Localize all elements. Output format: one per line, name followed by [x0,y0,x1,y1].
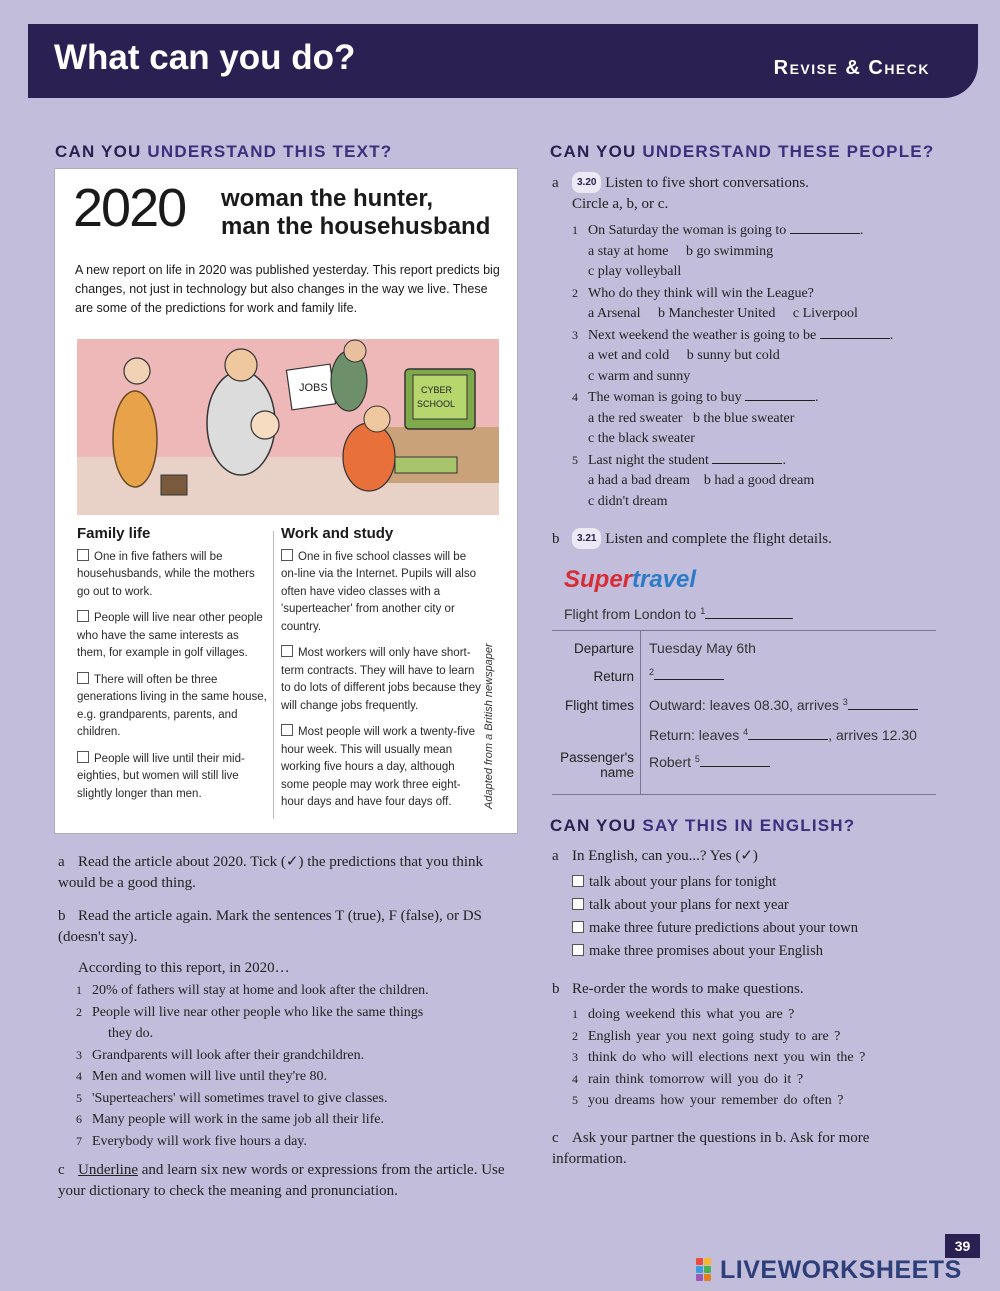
task-c-left: c Underline and learn six new words or expressions from the article. Use your dictionary to check the meaning and pronunciation. [58,1162,505,1199]
return-times-value: Return: leaves $^4$ , arrives 12.30 [649,727,917,743]
article-year: 2020 [73,178,186,238]
list-item: 1 20% of fathers will stay at home and look after the children. [76,983,429,998]
checklist-item: talk about your plans for tonight [572,871,858,894]
row-label: Passenger's name [560,750,634,780]
tick-box[interactable] [281,724,293,736]
column-divider [273,531,274,819]
question: 4 The woman is going to buy . [572,390,819,405]
prediction-item: One in five school classes will be on-line via the Internet. Pupils will also often have video classes with a 'superteacher' from another city or country. [281,550,476,633]
article-credit: Adapted from a British newspaper [483,643,495,809]
prediction-item: Most people will work a twenty-five hour week. This will usually mean working five hours a day, although some people may work three eight-hour days and have four days off. [281,726,476,808]
supertravel-form [552,562,936,794]
form-rule [552,630,936,631]
checklist-item: make three promises about your English [572,940,858,963]
flight-destination: Flight from London to $^1$ [564,606,793,622]
article-illustration [77,339,499,515]
passenger-value: Robert $^5$ [649,754,770,770]
heading-understand-text: CAN YOU UNDERSTAND THIS TEXT? [55,142,393,161]
tick-box[interactable] [77,610,89,622]
list-item: 7 Everybody will work five hours a day. [76,1133,307,1149]
heading-understand-people: CAN YOU UNDERSTAND THESE PEOPLE? [550,142,935,161]
tick-box[interactable] [77,751,89,763]
listening-task-a: a 3.20 Listen to five short conversations. Circle a, b, or c. [552,172,972,215]
checkbox[interactable] [572,875,584,887]
answer-blank[interactable] [790,233,860,234]
checkbox[interactable] [572,944,584,956]
list-item: 3 think do who will elections next you win the ? [572,1050,866,1065]
row-label: Flight times [564,698,634,713]
option-row: c the black sweater [588,431,695,446]
article-lead: A new report on life in 2020 was published yesterday. This report predicts big changes, not just in technology but also changes in the way we live. These are some of the predictions for work and family life. [75,263,500,315]
answer-blank[interactable] [712,463,782,464]
say-task-c: c Ask your partner the questions in b. Ask for more information. [552,1130,870,1167]
option-row: a had a bad dream b had a good dream [588,473,815,488]
checkbox[interactable] [572,921,584,933]
family-life-column: Family life One in five fathers will be househusbands, while the mothers go out to work. People will live near other people who have the same interests as them, for example in golf villages. There will often be three generations living in the same house, e.g. grandparents, parents, and children. People will live until their mid-eighties, but women will still live slightly longer than men. [77,525,267,812]
question: 2 Who do they think will win the League? [572,285,814,301]
list-item: 6 Many people will work in the same job all their life. [76,1112,384,1127]
tick-box[interactable] [281,645,293,657]
list-item: 5 'Superteachers' will sometimes travel to give classes. [76,1090,388,1106]
answer-blank[interactable] [820,338,890,339]
title-banner [28,24,978,98]
departure-value: Tuesday May 6th [649,640,756,656]
option-row: a stay at home b go swimming [588,243,774,259]
listening-task-b: b 3.21 Listen and complete the flight details. [552,528,972,550]
prediction-item: People will live until their mid-eighties, but women will still live slightly longer than men. [77,752,245,800]
school-text: SCHOOL [417,399,456,409]
list-item: 4 rain think tomorrow will you do it ? [572,1071,804,1087]
page-title: What can you do? [54,38,356,77]
outward-value: Outward: leaves 08.30, arrives $^3$ [649,697,918,713]
list-item: they do. [108,1026,154,1041]
checklist-item: talk about your plans for next year [572,894,858,917]
page-number: 39 [945,1234,980,1258]
list-item: 5 you dreams how your remember do often ? [572,1093,844,1108]
list-item: 2 People will live near other people who like the same things [76,1004,424,1020]
liveworksheets-brand[interactable]: LIVEWORKSHEETS [720,1256,962,1284]
task-a-left: a Read the article about 2020. Tick (✓) the predictions that you think would be a good thing. [58,854,483,891]
reorder-list [572,1004,865,1112]
say-task-a: a In English, can you...? Yes (✓) [552,848,758,864]
answer-blank[interactable] [748,739,828,740]
article-box [54,168,518,834]
answer-blank[interactable] [654,679,724,680]
heading-say-english: CAN YOU SAY THIS IN ENGLISH? [550,816,856,835]
form-column-rule [640,630,641,794]
list-item: 1 doing weekend this what you are ? [572,1007,795,1022]
cd-track-badge[interactable]: 3.20 [572,172,601,193]
prediction-item: People will live near other people who have the same interests as them, for example in golf villages. [77,612,263,659]
option-row: c play volleyball [588,264,682,279]
tick-box[interactable] [77,672,89,684]
cyber-text: CYBER [421,385,453,395]
question: 1 On Saturday the woman is going to . [572,223,864,238]
answer-blank[interactable] [700,766,770,767]
prediction-item: One in five fathers will be househusbands, while the mothers go out to work. [77,550,255,598]
prediction-item: Most workers will only have short-term contracts. They will have to learn to do lots of different jobs because they will change jobs frequently. [281,647,481,712]
option-row: a wet and cold b sunny but cold [588,348,780,363]
form-rule [552,794,936,795]
list-item: 3 Grandparents will look after their grandchildren. [76,1047,365,1063]
jobs-sign-text: JOBS [299,382,328,394]
supertravel-logo: Supertravel [564,566,697,593]
listening-questions [572,220,893,512]
answer-blank[interactable] [848,709,918,710]
tick-box[interactable] [281,549,293,561]
tick-box[interactable] [77,549,89,561]
list-item: 2 English year you next going study to are ? [572,1028,841,1044]
row-label: Departure [573,641,634,656]
task-b-left: b Read the article again. Mark the sentences T (true), F (false), or DS (doesn't say). [58,908,482,945]
section-tag: Revise & Check [773,57,930,79]
article-headline: woman the hunter, man the househusband [221,185,491,240]
checkbox[interactable] [572,898,584,910]
option-row: c didn't dream [588,493,668,509]
checklist-item: make three future predictions about your town [572,917,858,940]
liveworksheets-logo-icon [696,1258,720,1282]
answer-blank[interactable] [745,400,815,401]
work-study-column: Work and study One in five school classes will be on-line via the Internet. Pupils will also often have video classes with a 'superteacher' from another city or country. Most workers will only have short-term contracts. They will have to learn to do lots of different jobs because they will change jobs frequently. Most people will work a twenty-five hour week. This will usually mean working five hours a day, although some people may work three eight-hour days and have four days off. [281,525,483,821]
return-value: 2 [649,667,724,683]
answer-blank[interactable] [705,618,793,619]
task-b-intro: According to this report, in 2020… [78,960,290,976]
true-false-list [76,980,429,1152]
can-do-checklist [572,871,858,963]
question: 5 Last night the student . [572,452,786,468]
cd-track-badge[interactable]: 3.21 [572,528,601,549]
row-label: Return [593,669,634,684]
option-row: a the red sweater b the blue sweater [588,410,795,426]
say-task-b: b Re-order the words to make questions. [552,981,804,997]
option-row: a Arsenal b Manchester United c Liverpool [588,306,858,321]
prediction-item: There will often be three generations living in the same house, e.g. grandparents, parents, and children. [77,673,267,738]
question: 3 Next weekend the weather is going to be . [572,327,894,343]
list-item: 4 Men and women will live until they're 80. [76,1069,328,1084]
option-row: c warm and sunny [588,368,691,384]
